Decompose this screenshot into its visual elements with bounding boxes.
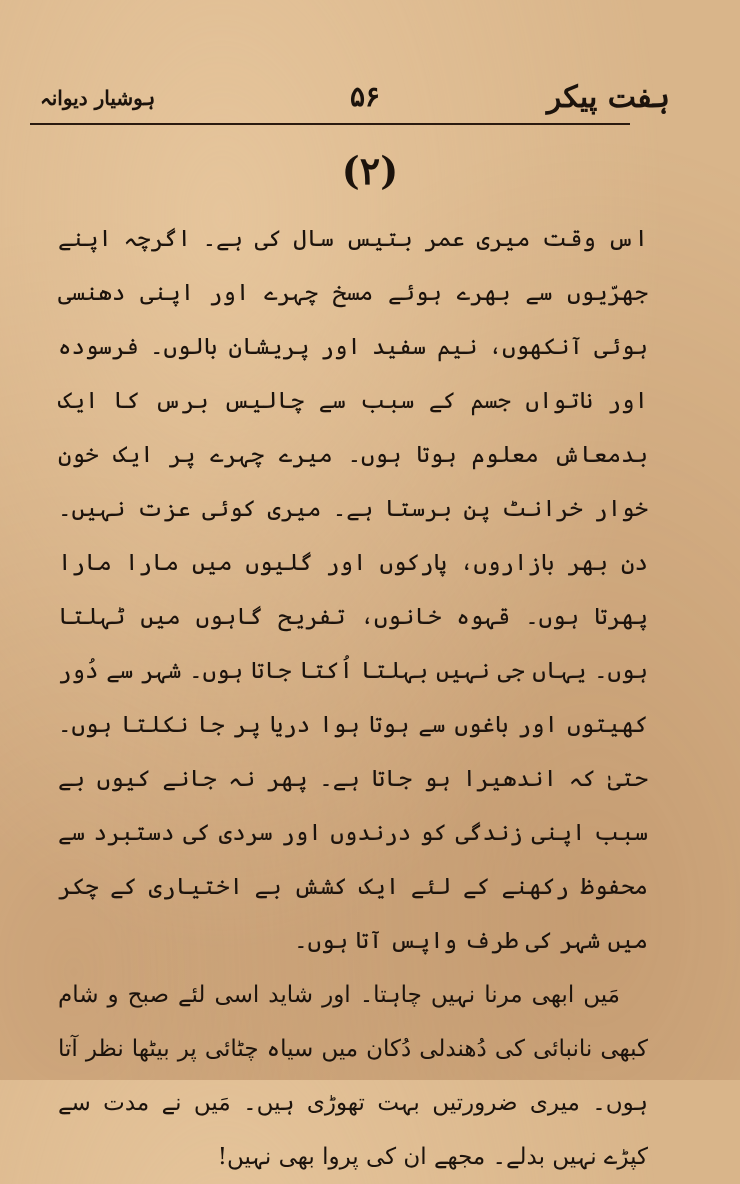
- section-number: (۲): [341, 148, 399, 193]
- paragraph-1: اس وقت میری عمر بتیس سال کی ہے۔ اگرچہ اپنے جھرّیوں سے بھرے ہوئے مسخ چہرے اور اپنی دھنسی ہوئی آنکھوں، نیم سفید اور پریشان بالوں۔ فرسودہ اور ناتواں جسم کے سبب سے چالیس برس کا ایک بدمعاش معلوم ہوتا ہوں۔ میرے چہرے پر ایک خون خوار خرانٹ پن برستا ہے۔ میری کوئی عزت نہیں۔ دن بھر بازاروں، پارکوں اور گلیوں میں مارا مارا پھرتا ہوں۔ قہوہ خانوں، تفریح گاہوں میں ٹہلتا ہوں۔ یہاں جی نہیں بہلتا اُکتا جاتا ہوں۔ شہر سے دُور کھیتوں اور باغوں سے ہوتا ہوا دریا پر جا نکلتا ہوں۔ حتیٰ کہ اندھیرا ہو جاتا ہے۔ پھر نہ جانے کیوں بے سبب اپنی زندگی کو درندوں اور سردی کی دستبرد سے محفوظ رکھنے کے لئے ایک کشش بے اختیاری کے چکر میں شہر کی طرف واپس آتا ہوں۔: [58, 226, 648, 954]
- chapter-title: ہوشیار دیوانہ: [40, 86, 156, 110]
- header-divider: [30, 123, 630, 125]
- page-header: [30, 80, 700, 120]
- body-text: [58, 212, 648, 1184]
- page-number: ۵۶: [349, 80, 381, 113]
- paragraph-2: مَیں ابھی مرنا نہیں چاہتا۔ اور شاید اسی لئے صبح و شام کبھی نانبائی کی دُھندلی دُکان میں سیاہ چٹائی پر بیٹھا نظر آتا ہوں۔ میری ضرورتیں بہت تھوڑی ہیں۔ مَیں نے مدت سے کپڑے نہیں بدلے۔ مجھے ان کی پروا بھی نہیں!: [58, 982, 648, 1170]
- book-title: ہفت پیکر: [546, 80, 670, 115]
